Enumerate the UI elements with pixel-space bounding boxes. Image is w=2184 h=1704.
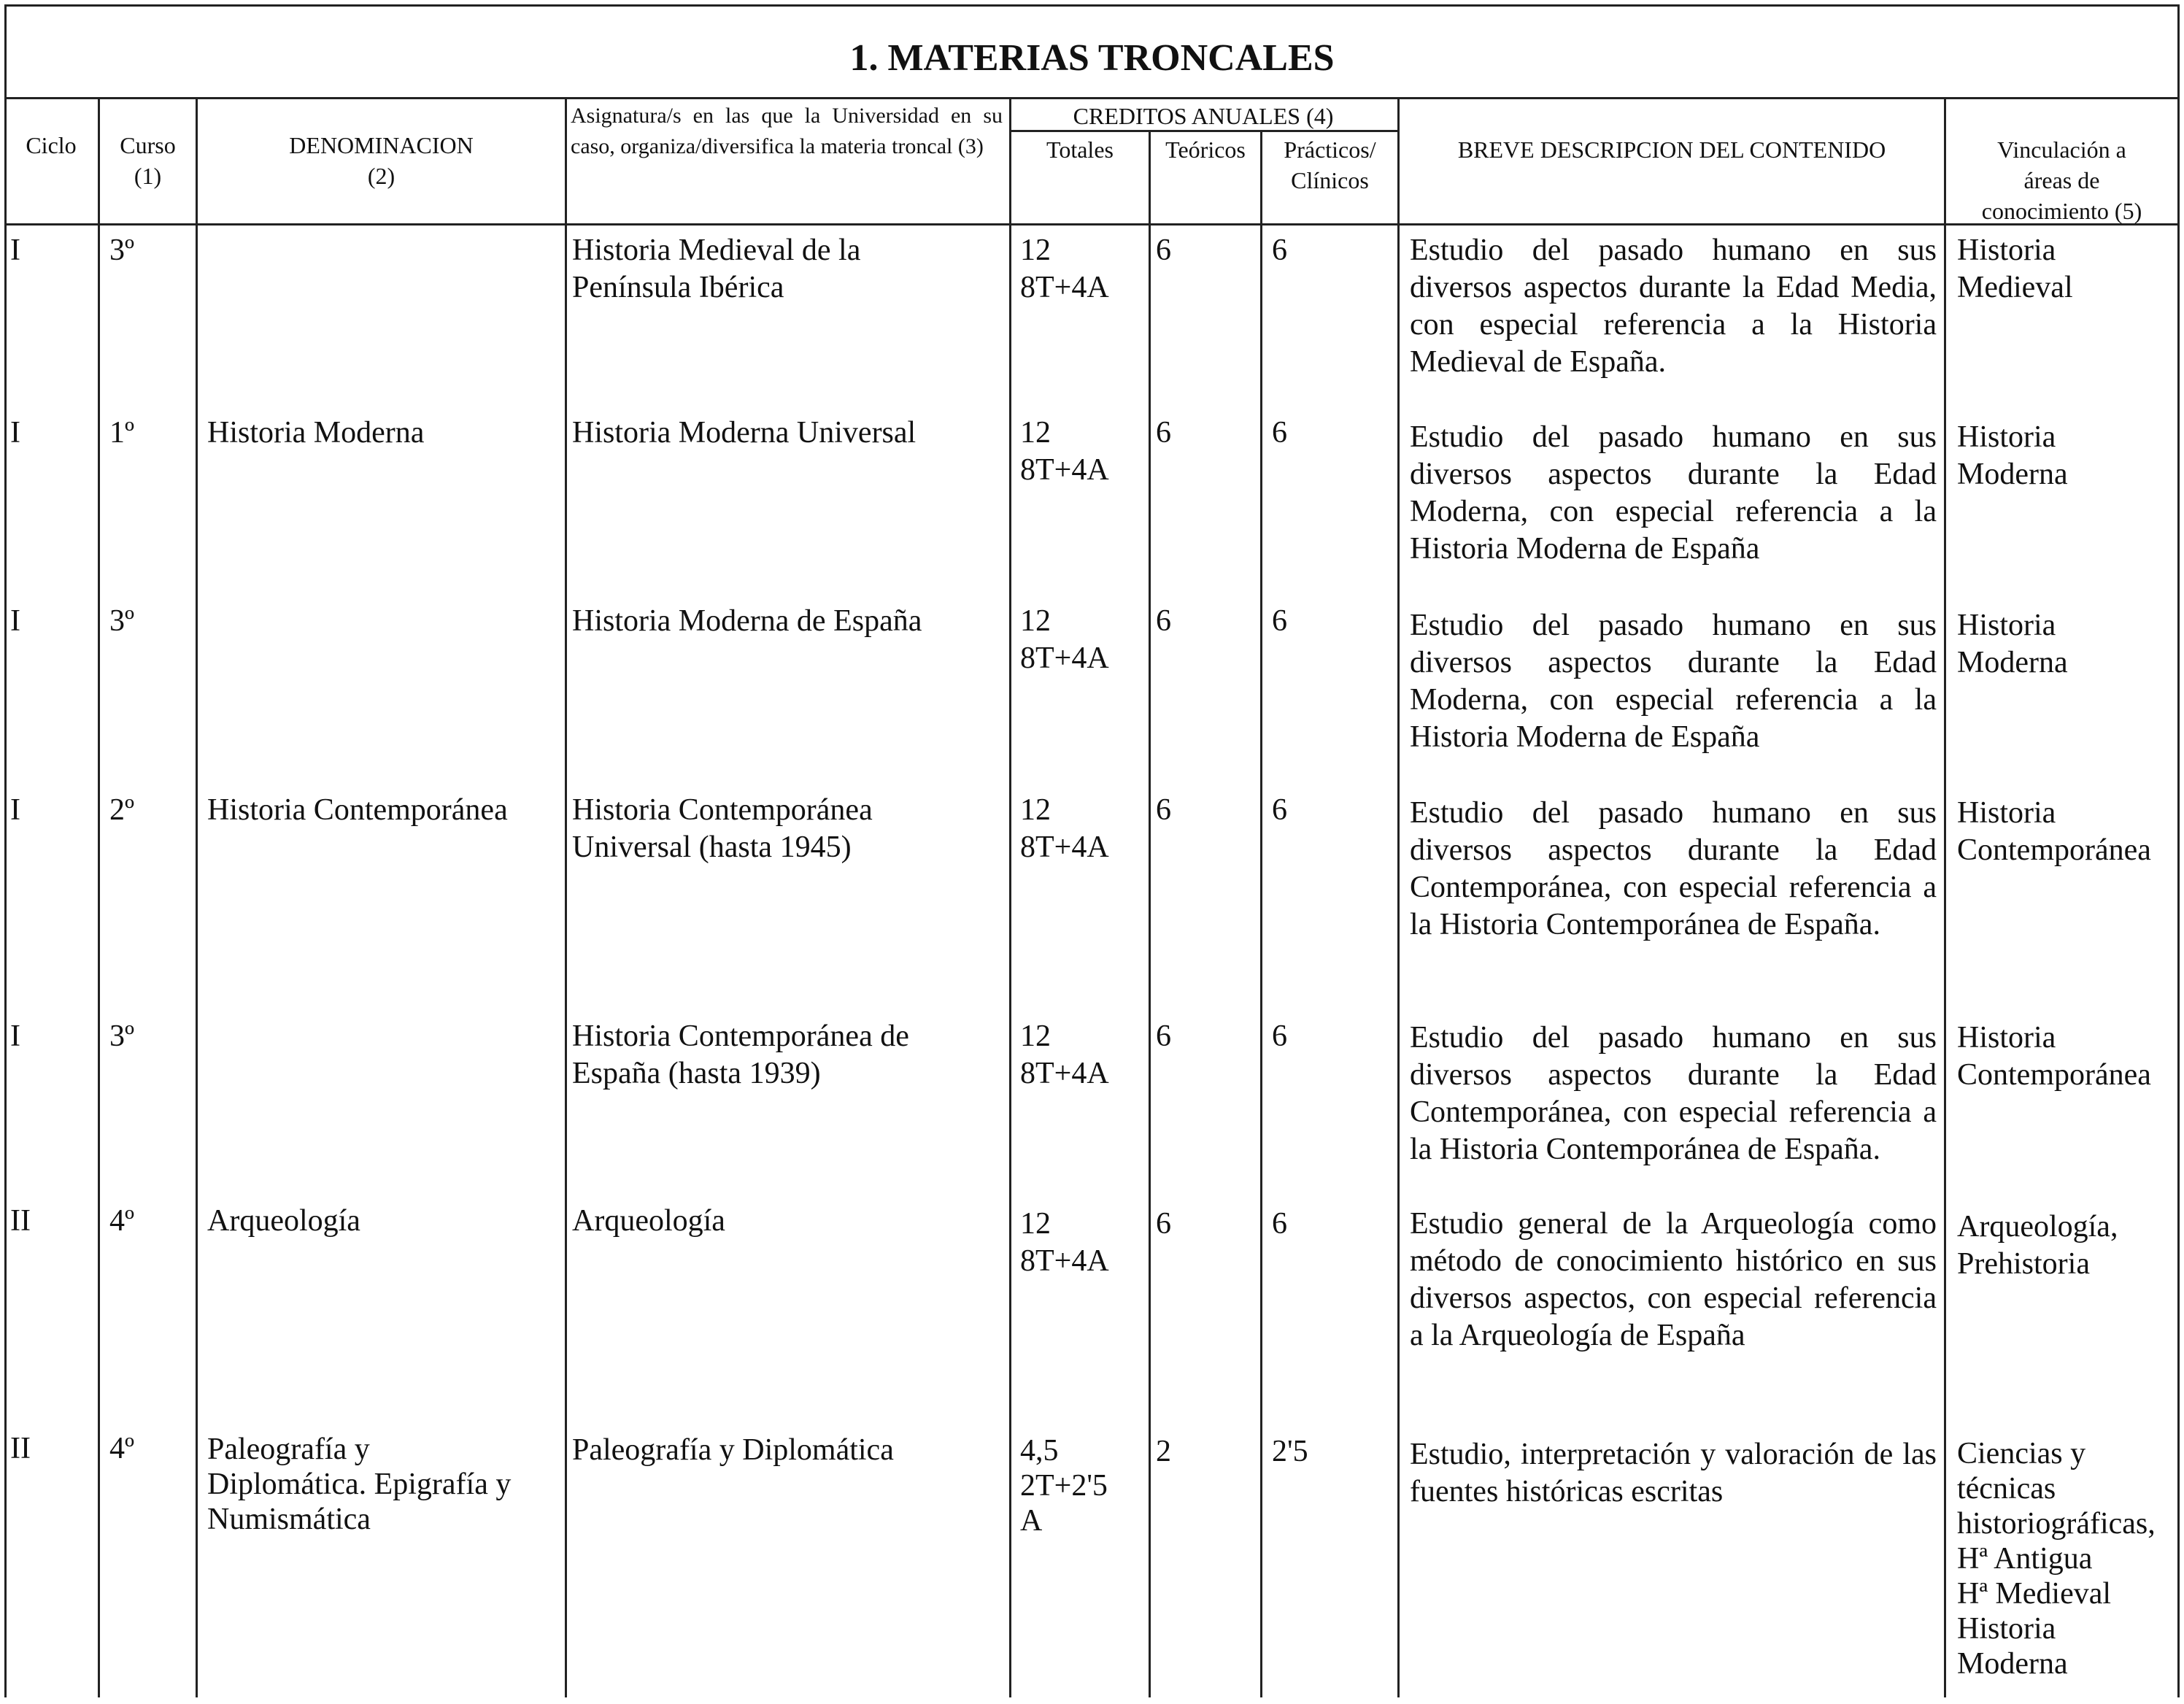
row7-totales-line1: 4,5 [1020,1434,1059,1468]
row2-vinculacion [1957,419,2176,493]
row5-vinculacion [1957,1019,2176,1094]
row7-vinculacion-line6: Historia [1957,1612,2056,1646]
row6-denominacion [207,1203,557,1240]
row6-ciclo: II [10,1204,31,1238]
row1-descripcion: Estudio del pasado humano en sus diversos aspectos durante la Edad Media, con especial referencia a la Historia Medieval de España. [1410,234,1937,379]
row3-totales-line1: 12 [1020,604,1051,638]
row7-totales-line3: A [1020,1504,1043,1538]
header-curso [100,130,196,191]
row6-asignatura [572,1203,1003,1240]
row2-descripcion: Estudio del pasado humano en sus diversos aspectos durante la Edad Moderna, con especial referencia a la Historia Moderna de España [1410,420,1937,566]
table-border-top [4,4,2180,7]
row4-asignatura-line1: Historia Contemporánea [572,793,873,827]
header-denominacion [198,130,565,191]
row5-descripcion: Estudio del pasado humano en sus diversos aspectos durante la Edad Contemporánea, con especial referencia a la Historia Contemporánea de España. [1410,1021,1937,1166]
col-divider-1 [98,97,100,1697]
row1-teoricos: 6 [1156,234,1171,267]
row6-vinculacion-line1: Arqueología, [1957,1210,2118,1244]
header-vinculacion-line3: conocimiento (5) [1981,198,2142,224]
row3-asignatura [572,603,1003,640]
row1-ciclo: I [10,234,20,267]
row1-curso: 3º [109,234,135,267]
row5-vinculacion-line1: Historia [1957,1021,2056,1055]
col-divider-7 [1397,97,1400,1697]
row7-teoricos: 2 [1156,1435,1171,1468]
row3-totales [1020,603,1109,677]
header-practicos-line2: Clínicos [1291,167,1369,193]
row7-totales [1020,1433,1108,1538]
row6-totales-line1: 12 [1020,1207,1051,1241]
header-practicos [1262,134,1397,196]
header-vinculacion-line2: áreas de [2023,167,2100,193]
row2-totales-line2: 8T+4A [1020,453,1109,487]
row7-descripcion: Estudio, interpretación y valoración de las fuentes históricas escritas [1410,1438,1937,1508]
row4-teoricos: 6 [1156,793,1171,827]
row1-vinculacion-line2: Medieval [1957,271,2073,304]
row2-totales-line1: 12 [1020,416,1051,450]
row7-totales-line2: 2T+2'5 [1020,1469,1108,1503]
row7-denominacion-line3: Numismática [207,1503,371,1536]
row3-asignatura-line1: Historia Moderna de España [572,604,922,638]
row3-vinculacion-line1: Historia [1957,609,2056,642]
row7-vinculacion-line3: historiográficas, [1957,1507,2156,1541]
row6-practicos: 6 [1272,1207,1287,1241]
col-divider-3 [565,97,567,1697]
row7-practicos: 2'5 [1272,1435,1308,1468]
row5-totales [1020,1018,1109,1092]
col-divider-5 [1149,130,1151,1697]
header-divider [4,223,2180,225]
row1-vinculacion-line1: Historia [1957,234,2056,267]
col-divider-6 [1260,130,1262,1697]
row6-descripcion: Estudio general de la Arqueología como método de conocimiento histórico en sus diversos aspectos, con especial referencia a la Arqueología de España [1410,1207,1937,1352]
row4-vinculacion [1957,795,2176,869]
row6-asignatura-line1: Arqueología [572,1204,725,1238]
row5-totales-line2: 8T+4A [1020,1057,1109,1090]
row6-curso: 4º [109,1204,135,1238]
row1-vinculacion [1957,232,2176,307]
row4-ciclo: I [10,793,20,827]
row7-vinculacion-line2: técnicas [1957,1472,2056,1506]
row5-ciclo: I [10,1019,20,1053]
row2-totales [1020,415,1109,489]
row2-ciclo: I [10,416,20,450]
row6-vinculacion [1957,1208,2176,1283]
row2-vinculacion-line2: Moderna [1957,458,2068,491]
row2-vinculacion-line1: Historia [1957,420,2056,454]
row4-totales-line1: 12 [1020,793,1051,827]
header-teoricos: Teóricos [1165,136,1246,163]
header-vinculacion [1946,134,2177,226]
col-divider-4 [1009,97,1011,1697]
row3-descripcion: Estudio del pasado humano en sus diversos aspectos durante la Edad Moderna, con especial referencia a la Historia Moderna de España [1410,609,1937,754]
row2-practicos: 6 [1272,416,1287,450]
row1-asignatura-line2: Península Ibérica [572,271,784,304]
row6-totales-line2: 8T+4A [1020,1244,1109,1278]
row1-asignatura-line1: Historia Medieval de la [572,234,861,267]
row5-teoricos: 6 [1156,1019,1171,1053]
row4-curso: 2º [109,793,135,827]
row5-practicos: 6 [1272,1019,1287,1053]
row7-vinculacion-line1: Ciencias y [1957,1437,2086,1470]
row3-ciclo: I [10,604,20,638]
row6-totales [1020,1206,1109,1280]
row1-totales-line2: 8T+4A [1020,271,1109,304]
row2-asignatura [572,415,1003,452]
row5-asignatura [572,1018,1003,1092]
row7-vinculacion-line7: Moderna [1957,1647,2068,1681]
header-denominacion-label: DENOMINACION [289,132,474,158]
row7-asignatura [572,1432,1003,1469]
table-border-right [2177,4,2180,1697]
row1-asignatura [572,232,1003,307]
row4-asignatura [572,792,1003,866]
row4-totales-line2: 8T+4A [1020,830,1109,864]
row7-ciclo: II [10,1432,31,1465]
row2-denominacion-line1: Historia Moderna [207,416,425,450]
row1-totales-line1: 12 [1020,234,1051,267]
row3-teoricos: 6 [1156,604,1171,638]
title-divider [4,97,2180,99]
header-descripcion: BREVE DESCRIPCION DEL CONTENIDO [1457,136,1886,163]
header-denominacion-note: (2) [367,163,395,189]
row7-curso: 4º [109,1432,135,1465]
table-border-left [4,4,7,1697]
row4-totales [1020,792,1109,866]
row5-totales-line1: 12 [1020,1019,1051,1053]
row1-totales [1020,232,1109,307]
row3-totales-line2: 8T+4A [1020,641,1109,675]
row4-asignatura-line2: Universal (hasta 1945) [572,830,852,864]
col-divider-8 [1944,97,1946,1697]
row7-vinculacion-line4: Hª Antigua [1957,1542,2093,1576]
row2-teoricos: 6 [1156,416,1171,450]
row7-vinculacion [1957,1436,2176,1681]
row4-vinculacion-line2: Contemporánea [1957,833,2151,867]
header-curso-label: Curso [120,132,176,158]
header-curso-note: (1) [134,163,162,189]
row3-practicos: 6 [1272,604,1287,638]
row1-practicos: 6 [1272,234,1287,267]
header-creditos: CREDITOS ANUALES (4) [1073,103,1334,129]
row5-asignatura-line1: Historia Contemporánea de [572,1019,909,1053]
row5-curso: 3º [109,1019,135,1053]
row5-vinculacion-line2: Contemporánea [1957,1058,2151,1092]
row4-denominacion-line1: Historia Contemporánea [207,793,508,827]
row4-vinculacion-line1: Historia [1957,796,2056,830]
row6-vinculacion-line2: Prehistoria [1957,1247,2090,1281]
row4-denominacion [207,792,557,829]
row3-curso: 3º [109,604,135,638]
header-vinculacion-line1: Vinculación a [1997,136,2126,163]
header-ciclo: Ciclo [26,132,77,158]
page-title: 1. MATERIAS TRONCALES [849,37,1335,79]
col-divider-2 [196,97,198,1697]
row7-denominacion [207,1432,557,1537]
row4-practicos: 6 [1272,793,1287,827]
row7-asignatura-line1: Paleografía y Diplomática [572,1433,894,1467]
row5-asignatura-line2: España (hasta 1939) [572,1057,821,1090]
row4-descripcion: Estudio del pasado humano en sus diversos aspectos durante la Edad Contemporánea, con especial referencia a la Historia Contemporánea de España. [1410,796,1937,941]
row2-curso: 1º [109,416,135,450]
header-totales: Totales [1046,136,1114,163]
row7-denominacion-line1: Paleografía y [207,1433,370,1466]
row7-vinculacion-line5: Hª Medieval [1957,1577,2112,1611]
row2-denominacion [207,415,557,452]
header-practicos-line1: Prácticos/ [1284,136,1376,163]
row3-vinculacion [1957,607,2176,682]
row6-denominacion-line1: Arqueología [207,1204,360,1238]
header-asignatura: Asignatura/s en las que la Universidad en su caso, organiza/diversifica la materia troncal (3) [571,104,1003,158]
row2-asignatura-line1: Historia Moderna Universal [572,416,917,450]
row7-denominacion-line2: Diplomática. Epigrafía y [207,1468,512,1501]
row3-vinculacion-line2: Moderna [1957,646,2068,679]
row6-teoricos: 6 [1156,1207,1171,1241]
